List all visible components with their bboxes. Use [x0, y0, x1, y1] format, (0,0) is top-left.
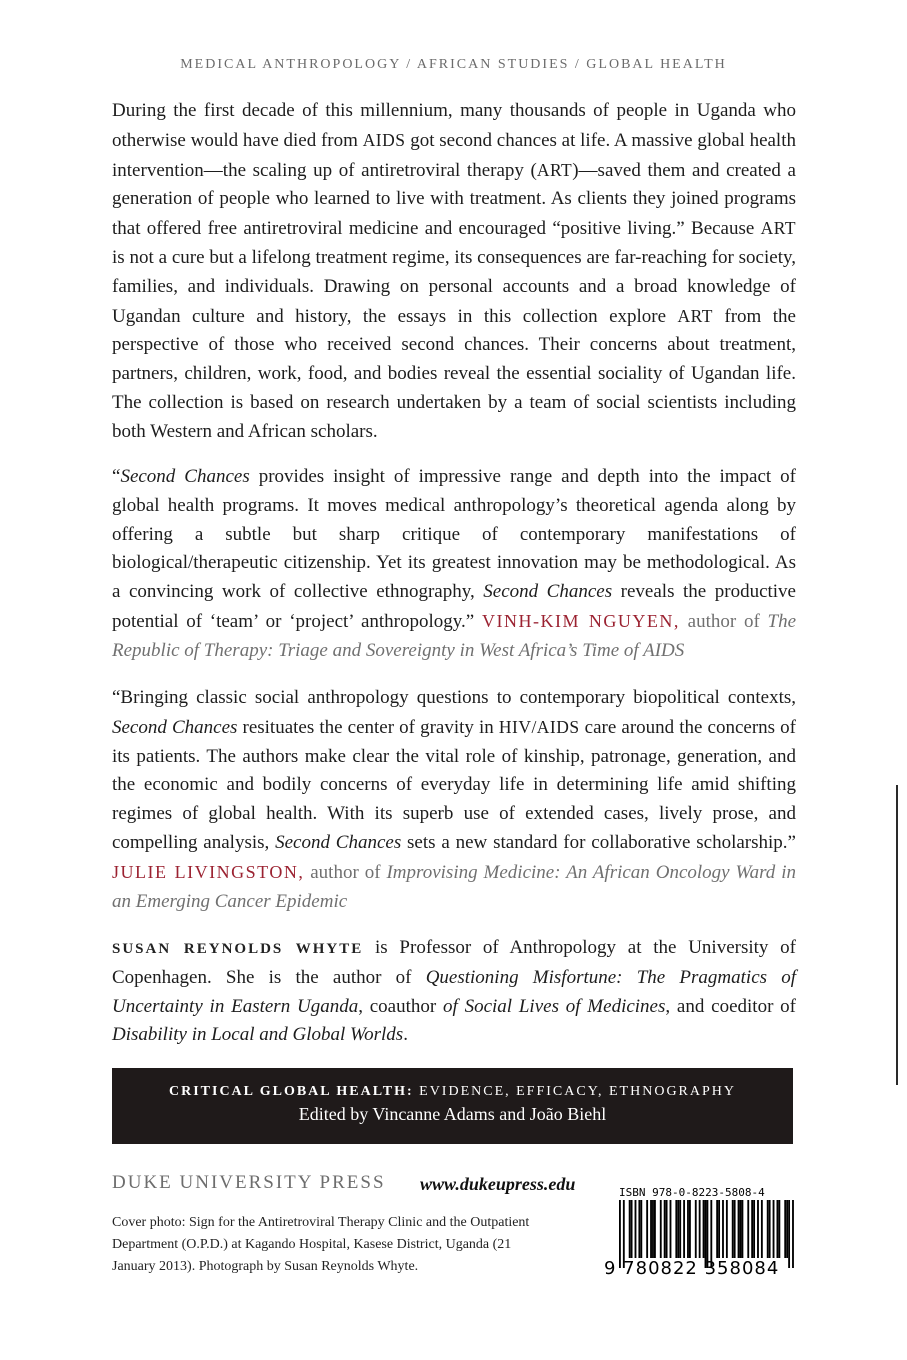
barcode-bar [699, 1200, 701, 1258]
barcode-bar [773, 1200, 775, 1258]
blurb-author-name: JULIE LIVINGSTON, [112, 861, 305, 882]
barcode-bar [664, 1200, 666, 1258]
barcode-bar [631, 1200, 633, 1258]
barcode-bar [778, 1200, 780, 1258]
barcode-bar [679, 1200, 681, 1258]
barcode-digits: 9 780822 358084 [604, 1258, 780, 1279]
barcode-bar [734, 1200, 736, 1258]
cover-photo-credit: Cover photo: Sign for the Antiretroviral Therapy Clinic and the Outpatient Department (O.P.D.) at Kagando Hospital, Kasese District, Uganda (21 January 2013). Photograph by Susan Reynolds Whyte. [112, 1215, 530, 1274]
publisher-name: DUKE UNIVERSITY PRESS [112, 1172, 386, 1193]
blurb-livingston: “Bringing classic social anthropology questions to contemporary biopolitical contexts, Second Chances resituates the center of gravity in HIV/AIDS care around the concerns of its patients. The authors make clear the vital role of kinship, patronage, generation, and the economic and bodily concerns of everyday life in determining life amid shifting regimes of global health. With its superb use of extended cases, lively prose, and compelling analysis, Second Chances sets a new standard for collaborative scholarship.” JULIE LIVINGSTON, author of Improvising Medicine: An African Oncology Ward in an Emerging Cancer Epidemic [112, 687, 796, 912]
barcode-bar [732, 1200, 734, 1258]
barcode-bar [757, 1200, 759, 1258]
barcode-bar [753, 1200, 755, 1258]
barcode-bar [738, 1200, 740, 1258]
barcode-bar [654, 1200, 656, 1258]
blurb-author-name: VINH-KIM NGUYEN, [481, 610, 680, 631]
barcode-bar [742, 1200, 744, 1258]
barcode-bar [726, 1200, 728, 1258]
barcode-bar [683, 1200, 685, 1258]
series-banner [112, 1068, 793, 1144]
barcode-bar [687, 1200, 689, 1258]
barcode-bar [703, 1200, 705, 1258]
barcode-bar [646, 1200, 648, 1258]
series-editors: Edited by Vincanne Adams and João Biehl [298, 1104, 607, 1124]
barcode-bar [786, 1200, 788, 1258]
barcode-bar [677, 1200, 679, 1258]
publisher-website: www.dukeupress.edu [420, 1174, 576, 1194]
author-bio: SUSAN REYNOLDS WHYTE is Professor of Anthropology at the University of Copenhagen. She is the author of Questioning Misfortune: The Pragmatics of Uncertainty in Eastern Uganda, coauthor of Social Lives of Medicines, and coeditor of Disability in Local and Global Worlds. [112, 937, 797, 1046]
barcode-bar [769, 1200, 771, 1258]
barcode-bar [740, 1200, 742, 1258]
barcode-bar [689, 1200, 691, 1258]
barcode-bar [718, 1200, 720, 1258]
barcode-bar [767, 1200, 769, 1258]
series-title: CRITICAL GLOBAL HEALTH: EVIDENCE, EFFICACY, ETHNOGRAPHY [168, 1084, 737, 1099]
barcode-bar [670, 1200, 672, 1258]
barcode-bar [635, 1200, 637, 1258]
barcode-bar [666, 1200, 668, 1258]
barcode-bar [675, 1200, 677, 1258]
barcode-bar [695, 1200, 697, 1258]
barcode-bar [784, 1200, 786, 1258]
isbn-label: ISBN 978-0-8223-5808-4 [619, 1186, 765, 1199]
barcode-bar [650, 1200, 652, 1258]
barcode-bar [660, 1200, 662, 1258]
barcode-bar [747, 1200, 749, 1258]
barcode-bar [716, 1200, 718, 1258]
divider [896, 785, 898, 1085]
barcode-bar [761, 1200, 763, 1258]
barcode-bar [722, 1200, 724, 1258]
barcode-bar [777, 1200, 779, 1258]
barcode-bar [652, 1200, 654, 1258]
barcode-bar [640, 1200, 642, 1258]
barcode-bar [629, 1200, 631, 1258]
category-header: MEDICAL ANTHROPOLOGY / AFRICAN STUDIES / GLOBAL HEALTH [180, 57, 727, 72]
book-description: During the first decade of this millennium, many thousands of people in Uganda who otherwise would have died from AIDS got second chances at life. A massive global health intervention—the scaling up of antiretroviral therapy (ART)—saved them and created a generation of people who learned to live with treatment. As clients they joined programs that offered free antiretroviral medicine and encouraged “positive living.” Because ART is not a cure but a lifelong treatment regime, its consequences are far-reaching for society, families, and individuals. Drawing on personal accounts and a broad knowledge of Ugandan culture and history, the essays in this collection explore ART from the perspective of those who received second chances. Their concerns about treatment, partners, children, work, food, and bodies reveal the essential sociality of Ugandan life. The collection is based on research undertaken by a team of social scientists including both Western and African scholars. [112, 100, 796, 442]
barcode-bar [751, 1200, 753, 1258]
blurb-nguyen: “Second Chances provides insight of impressive range and depth into the impact of global health programs. It moves medical anthropology’s theoretical agenda along by offering a subtle but sharp critique of contemporary manifestations of biological/therapeutic citizenship. Yet its greatest innovation may be methodological. As a convincing work of collective ethnography, Second Chances reveals the productive potential of ‘team’ or ‘project’ anthropology.” VINH-KIM NGUYEN, author of The Republic of Therapy: Triage and Sovereignty in West Africa’s Time of AIDS [112, 466, 796, 661]
barcode-bar [638, 1200, 640, 1258]
